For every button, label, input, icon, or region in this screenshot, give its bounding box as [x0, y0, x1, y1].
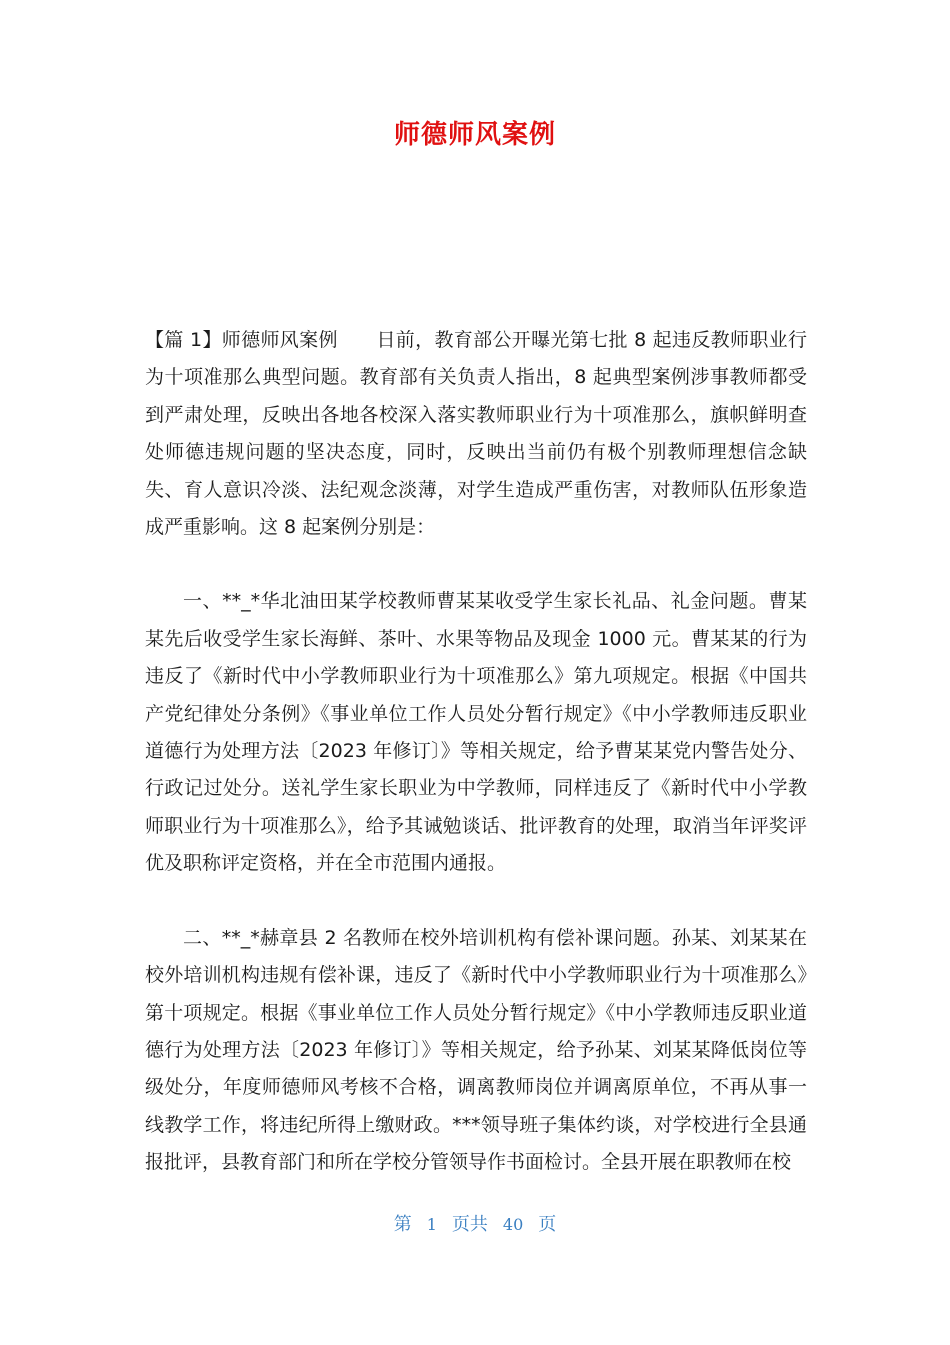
- footer-middle: 页共: [451, 1214, 488, 1235]
- footer-total-pages: 40: [502, 1215, 524, 1234]
- paragraph-case-2: 二、**_*赫章县 2 名教师在校外培训机构有偿补课问题。孙某、刘某某在校外培训机构违规有偿补课，违反了《新时代中小学教师职业行为十项准那么》第十项规定。根据《事业单位工作人员处分暂行规定》《中小学教师违反职业道德行为处理方法〔2023 年修订〕》等相关规定，给予孙某、刘某某降低岗位等级处分，年度师德师风考核不合格，调离教师岗位并调离原单位，不再从事一线教学工作，将违纪所得上缴财政。***领导班子集体约谈，对学校进行全县通报批评，县教育部门和所在学校分管领导作书面检讨。全县开展在职教师在校: [145, 926, 807, 1174]
- footer-suffix: 页: [538, 1214, 557, 1235]
- footer-prefix: 第: [393, 1214, 412, 1235]
- paragraph-intro: 【篇 1】师德师风案例 日前，教育部公开曝光第七批 8 起违反教师职业行为十项准那么典型问题。教育部有关负责人指出，8 起典型案例涉事教师都受到严肃处理，反映出各地各校深入落实教师职业行为十项准那么，旗帜鲜明查处师德违规问题的坚决态度，同时，反映出当前仍有极个别教师理想信念缺失、育人意识冷淡、法纪观念淡薄，对学生造成严重伤害，对教师队伍形象造成严重影响。这 8 起案例分别是：: [145, 329, 807, 539]
- document-body: [145, 322, 807, 1219]
- page-footer: [0, 1210, 950, 1236]
- paragraph-case-1: 一、**_*华北油田某学校教师曹某某收受学生家长礼品、礼金问题。曹某某先后收受学生家长海鲜、茶叶、水果等物品及现金 1000 元。曹某某的行为违反了《新时代中小学教师职业行为十项准那么》第九项规定。根据《中国共产党纪律处分条例》《事业单位工作人员处分暂行规定》《中小学教师违反职业道德行为处理方法〔2023 年修订〕》等相关规定，给予曹某某党内警告处分、行政记过处分。送礼学生家长职业为中学教师，同样违反了《新时代中小学教师职业行为十项准那么》，给予其诫勉谈话、批评教育的处理，取消当年评奖评优及职称评定资格，并在全市范围内通报。: [145, 590, 807, 875]
- footer-current-page: 1: [426, 1215, 437, 1234]
- document-title: 师德师风案例: [393, 120, 556, 150]
